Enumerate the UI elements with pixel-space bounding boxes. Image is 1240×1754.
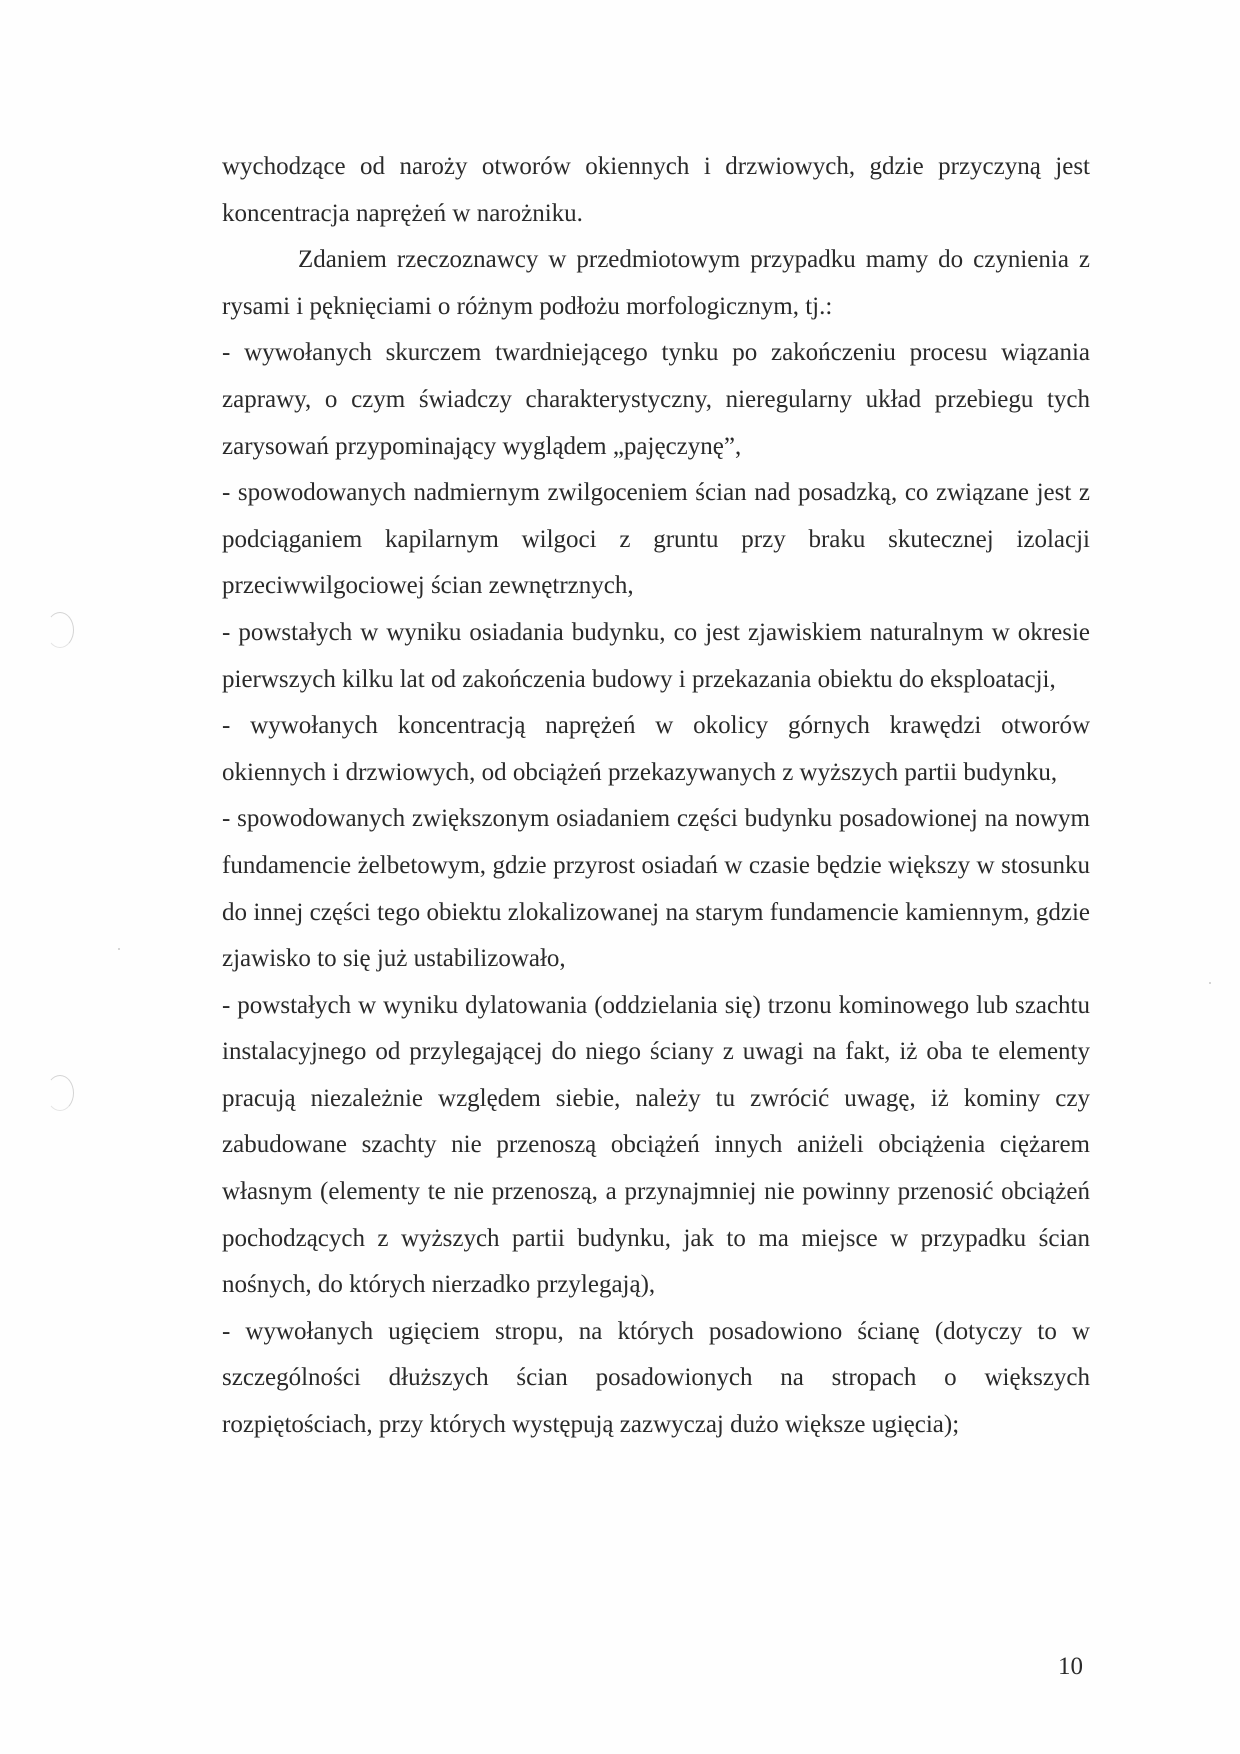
list-item-stress-concentration-cracks: - wywołanych koncentracją naprężeń w okolicy górnych krawędzi otworów okiennych i drzwiowych, od obciążeń przekazywanych z wyższych partii budynku, <box>222 712 1090 786</box>
punch-hole-mark <box>46 612 74 648</box>
page-number: 10 <box>1058 1653 1083 1680</box>
body-text <box>222 144 1090 1449</box>
list-item-slab-deflection-cracks: - wywołanych ugięciem stropu, na których posadowiono ścianę (dotyczy to w szczególności dłuższych ścian posadowionych na stropach o większych rozpiętościach, przy których występują zazwyczaj dużo większe ugięcia); <box>222 1317 1090 1439</box>
scan-speck <box>1209 982 1211 984</box>
punch-hole-mark <box>46 1075 74 1111</box>
list-item-chimney-dilatation-cracks: - powstałych w wyniku dylatowania (oddzielania się) trzonu kominowego lub szachtu instalacyjnego od przylegającej do niego ściany z uwagi na fakt, iż oba te elementy pracują niezależnie względem siebie, należy tu zwrócić uwagę, iż kominy czy zabudowane szachty nie przenoszą obciążeń innych aniżeli obciążenia ciężarem własnym (elementy te nie przenoszą, a przynajmniej nie powinny przenosić obciążeń pochodzących z wyższych partii budynku, jak to ma miejsce w przypadku ścian nośnych, do których nierzadko przylegają), <box>222 991 1090 1299</box>
paragraph-opinion: Zdaniem rzeczoznawcy w przedmiotowym przypadku mamy do czynienia z rysami i pęknięciami o różnym podłożu morfologicznym, tj.: <box>222 246 1090 320</box>
list-item-foundation-settlement-cracks: - spowodowanych zwiększonym osiadaniem części budynku posadowionej na nowym fundamencie żelbetowym, gdzie przyrost osiadań w czasie będzie większy w stosunku do innej części tego obiektu zlokalizowanej na starym fundamencie kamiennym, gdzie zjawisko to się już ustabilizowało, <box>222 805 1090 973</box>
list-item-shrinkage-cracks: - wywołanych skurczem twardniejącego tynku po zakończeniu procesu wiązania zaprawy, o czym świadczy charakterystyczny, nieregularny układ przebiegu tych zarysowań przypominający wyglądem „pajęczynę”, <box>222 339 1090 460</box>
list-item-moisture-cracks: - spowodowanych nadmiernym zwilgoceniem ścian nad posadzką, co związane jest z podciąganiem kapilarnym wilgoci z gruntu przy braku skutecznej izolacji przeciwwilgociowej ścian zewnętrznych, <box>222 479 1090 600</box>
list-item-settlement-cracks: - powstałych w wyniku osiadania budynku, co jest zjawiskiem naturalnym w okresie pierwszych kilku lat od zakończenia budowy i przekazania obiektu do eksploatacji, <box>222 618 1090 693</box>
scan-speck <box>118 948 120 950</box>
paragraph-continuation: wychodzące od naroży otworów okiennych i drzwiowych, gdzie przyczyną jest koncentracja naprężeń w narożniku. <box>222 153 1090 227</box>
